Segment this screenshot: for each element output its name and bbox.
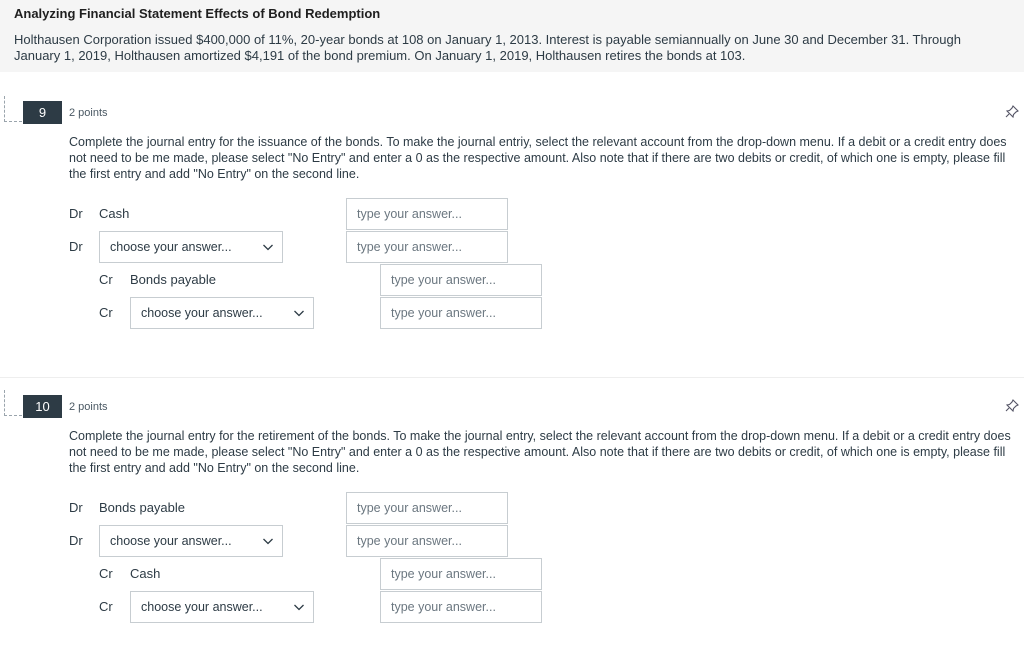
amount-input[interactable]: type your answer... [346, 525, 508, 557]
problem-header [0, 0, 1024, 72]
question-10 [0, 390, 1024, 640]
debit-label: Dr [69, 500, 83, 515]
chevron-down-icon [262, 241, 274, 253]
amount-input[interactable]: type your answer... [380, 264, 542, 296]
question-text: Complete the journal entry for the issuance of the bonds. To make the journal entriy, select the relevant account from the drop-down menu. If a debit or a credit entry does not need to be me made, please select "No Entry" and enter a 0 as the respective amount. Also note that if there are two debits or credit, of which one is empty, please fill the first entry and add "No Entry" on the second line. [69, 135, 1007, 181]
account-select[interactable] [130, 297, 314, 329]
amount-input[interactable]: type your answer... [380, 297, 542, 329]
credit-label: Cr [99, 566, 113, 581]
question-divider [0, 377, 1024, 378]
pin-icon[interactable] [1004, 398, 1020, 414]
account-select[interactable] [99, 231, 283, 263]
account-select[interactable] [99, 525, 283, 557]
account-select-value: choose your answer... [110, 240, 232, 254]
question-marker [4, 390, 22, 416]
debit-label: Dr [69, 239, 83, 254]
question-number: 10 [23, 395, 62, 418]
chevron-down-icon [293, 307, 305, 319]
amount-input[interactable]: type your answer... [380, 558, 542, 590]
question-number: 9 [23, 101, 62, 124]
question-points: 2 points [69, 107, 108, 119]
problem-title: Analyzing Financial Statement Effects of Bond Redemption [14, 6, 381, 21]
credit-label: Cr [99, 599, 113, 614]
question-points: 2 points [69, 401, 108, 413]
question-9 [0, 96, 1024, 356]
debit-label: Dr [69, 206, 83, 221]
account-label: Bonds payable [99, 500, 186, 515]
chevron-down-icon [293, 601, 305, 613]
question-marker [4, 96, 22, 122]
debit-label: Dr [69, 533, 83, 548]
account-label: Cash [99, 206, 130, 221]
account-label: Cash [130, 566, 161, 581]
account-select-value: choose your answer... [110, 534, 232, 548]
amount-input[interactable]: type your answer... [346, 198, 508, 230]
question-text: Complete the journal entry for the retirement of the bonds. To make the journal entry, select the relevant account from the drop-down menu. If a debit or a credit entry does not need to be me made, please select "No Entry" and enter a 0 as the respective amount. Also note that if there are two debits or credit, of which one is empty, please fill the first entry and add "No Entry" on the second line. [69, 429, 1011, 475]
credit-label: Cr [99, 305, 113, 320]
credit-label: Cr [99, 272, 113, 287]
amount-input[interactable]: type your answer... [380, 591, 542, 623]
account-select-value: choose your answer... [141, 306, 263, 320]
account-label: Bonds payable [130, 272, 217, 287]
amount-input[interactable]: type your answer... [346, 492, 508, 524]
problem-description: Holthausen Corporation issued $400,000 of 11%, 20-year bonds at 108 on January 1, 2013. Interest is payable semiannually on June 30 and December 31. Through January 1, 2019, Holthausen amortized $4,191 of the bond premium. On January 1, 2019, Holthausen retires the bonds at 103. [14, 32, 961, 63]
amount-input[interactable]: type your answer... [346, 231, 508, 263]
account-select[interactable] [130, 591, 314, 623]
account-select-value: choose your answer... [141, 600, 263, 614]
pin-icon[interactable] [1004, 104, 1020, 120]
chevron-down-icon [262, 535, 274, 547]
